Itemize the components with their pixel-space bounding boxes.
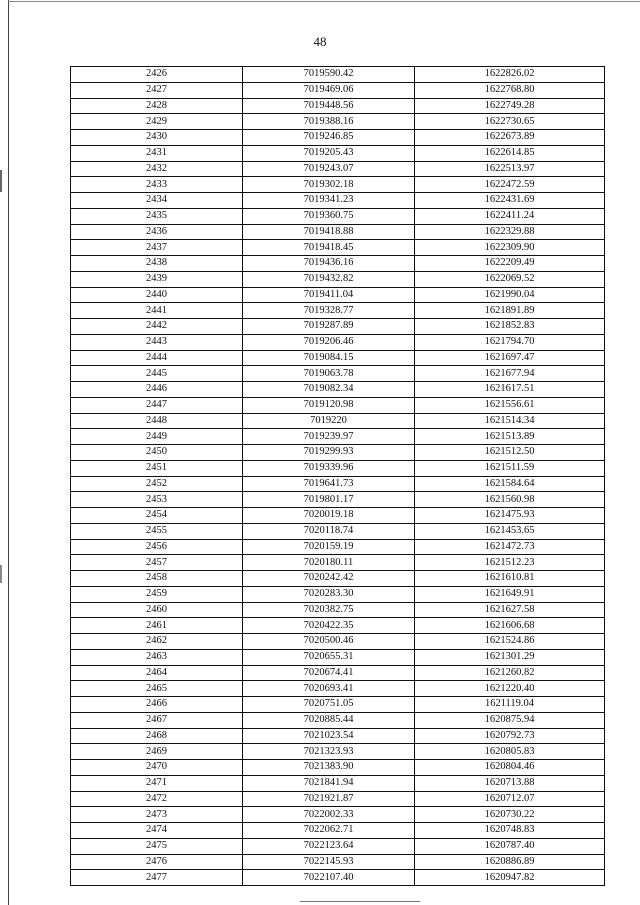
point-number-cell: 2470 [71,760,243,776]
y-coordinate-cell: 1622411.24 [415,208,605,224]
x-coordinate-cell: 7019448.56 [243,98,415,114]
y-coordinate-cell: 1620947.82 [415,870,605,886]
y-coordinate-cell: 1620748.83 [415,823,605,839]
table-row [71,350,605,366]
point-number-cell: 2447 [71,397,243,413]
point-number-cell: 2466 [71,697,243,713]
x-coordinate-cell: 7022062.71 [243,823,415,839]
point-number-cell: 2455 [71,523,243,539]
table-row [71,697,605,713]
point-number-cell: 2472 [71,791,243,807]
y-coordinate-cell: 1622069.52 [415,271,605,287]
table-row [71,791,605,807]
y-coordinate-cell: 1622209.49 [415,256,605,272]
y-coordinate-cell: 1620792.73 [415,728,605,744]
y-coordinate-cell: 1622329.88 [415,224,605,240]
y-coordinate-cell: 1621610.81 [415,571,605,587]
point-number-cell: 2432 [71,161,243,177]
table-row [71,429,605,445]
table-row [71,854,605,870]
y-coordinate-cell: 1621794.70 [415,334,605,350]
point-number-cell: 2453 [71,492,243,508]
y-coordinate-cell: 1622472.59 [415,177,605,193]
table-row [71,555,605,571]
y-coordinate-cell: 1621475.93 [415,508,605,524]
y-coordinate-cell: 1621606.68 [415,618,605,634]
x-coordinate-cell: 7019341.23 [243,193,415,209]
y-coordinate-cell: 1621697.47 [415,350,605,366]
table-row [71,193,605,209]
y-coordinate-cell: 1621852.83 [415,319,605,335]
x-coordinate-cell: 7020118.74 [243,523,415,539]
scan-left-edge [8,0,9,905]
y-coordinate-cell: 1622730.65 [415,114,605,130]
point-number-cell: 2469 [71,744,243,760]
y-coordinate-cell: 1622614.85 [415,145,605,161]
x-coordinate-cell: 7019411.04 [243,287,415,303]
x-coordinate-cell: 7020283.30 [243,586,415,602]
scan-bottom-line [300,901,420,902]
table-row [71,823,605,839]
y-coordinate-cell: 1621891.89 [415,303,605,319]
table-row [71,161,605,177]
y-coordinate-cell: 1620712.07 [415,791,605,807]
x-coordinate-cell: 7019590.42 [243,67,415,83]
point-number-cell: 2451 [71,460,243,476]
y-coordinate-cell: 1621556.61 [415,397,605,413]
point-number-cell: 2454 [71,508,243,524]
coordinates-table-body [71,67,605,886]
table-row [71,334,605,350]
table-row [71,476,605,492]
table-row [71,870,605,886]
y-coordinate-cell: 1621512.50 [415,445,605,461]
table-row [71,807,605,823]
point-number-cell: 2465 [71,681,243,697]
table-row [71,838,605,854]
point-number-cell: 2442 [71,319,243,335]
point-number-cell: 2449 [71,429,243,445]
x-coordinate-cell: 7019339.96 [243,460,415,476]
y-coordinate-cell: 1621119.04 [415,697,605,713]
x-coordinate-cell: 7019205.43 [243,145,415,161]
table-row [71,602,605,618]
point-number-cell: 2444 [71,350,243,366]
y-coordinate-cell: 1621220.40 [415,681,605,697]
x-coordinate-cell: 7020159.19 [243,539,415,555]
point-number-cell: 2448 [71,413,243,429]
scan-top-edge [8,1,640,2]
table-row [71,208,605,224]
table-row [71,98,605,114]
x-coordinate-cell: 7019328.77 [243,303,415,319]
page-number: 48 [313,34,327,49]
y-coordinate-cell: 1621472.73 [415,539,605,555]
x-coordinate-cell: 7020655.31 [243,649,415,665]
x-coordinate-cell: 7019299.93 [243,445,415,461]
y-coordinate-cell: 1620875.94 [415,712,605,728]
y-coordinate-cell: 1621260.82 [415,665,605,681]
y-coordinate-cell: 1620787.40 [415,838,605,854]
point-number-cell: 2467 [71,712,243,728]
x-coordinate-cell: 7019063.78 [243,366,415,382]
table-row [71,67,605,83]
point-number-cell: 2431 [71,145,243,161]
point-number-cell: 2475 [71,838,243,854]
x-coordinate-cell: 7020382.75 [243,602,415,618]
point-number-cell: 2427 [71,82,243,98]
y-coordinate-cell: 1621617.51 [415,382,605,398]
y-coordinate-cell: 1621990.04 [415,287,605,303]
table-row [71,775,605,791]
x-coordinate-cell: 7019239.97 [243,429,415,445]
x-coordinate-cell: 7019287.89 [243,319,415,335]
y-coordinate-cell: 1621677.94 [415,366,605,382]
table-row [71,240,605,256]
point-number-cell: 2433 [71,177,243,193]
table-row [71,571,605,587]
table-row [71,744,605,760]
point-number-cell: 2471 [71,775,243,791]
point-number-cell: 2443 [71,334,243,350]
x-coordinate-cell: 7019302.18 [243,177,415,193]
point-number-cell: 2468 [71,728,243,744]
y-coordinate-cell: 1621514.34 [415,413,605,429]
point-number-cell: 2464 [71,665,243,681]
table-row [71,649,605,665]
table-row [71,145,605,161]
point-number-cell: 2441 [71,303,243,319]
scan-artifact-mark [0,170,2,192]
point-number-cell: 2452 [71,476,243,492]
x-coordinate-cell: 7020019.18 [243,508,415,524]
x-coordinate-cell: 7021323.93 [243,744,415,760]
x-coordinate-cell: 7019243.07 [243,161,415,177]
point-number-cell: 2450 [71,445,243,461]
y-coordinate-cell: 1620713.88 [415,775,605,791]
y-coordinate-cell: 1620730.22 [415,807,605,823]
point-number-cell: 2460 [71,602,243,618]
table-row [71,665,605,681]
table-row [71,271,605,287]
x-coordinate-cell: 7019418.88 [243,224,415,240]
y-coordinate-cell: 1621584.64 [415,476,605,492]
point-number-cell: 2476 [71,854,243,870]
point-number-cell: 2461 [71,618,243,634]
table-row [71,319,605,335]
x-coordinate-cell: 7022123.64 [243,838,415,854]
point-number-cell: 2426 [71,67,243,83]
table-row [71,114,605,130]
point-number-cell: 2436 [71,224,243,240]
point-number-cell: 2456 [71,539,243,555]
x-coordinate-cell: 7020885.44 [243,712,415,728]
point-number-cell: 2457 [71,555,243,571]
point-number-cell: 2458 [71,571,243,587]
x-coordinate-cell: 7020693.41 [243,681,415,697]
y-coordinate-cell: 1621649.91 [415,586,605,602]
table-row [71,445,605,461]
x-coordinate-cell: 7022002.33 [243,807,415,823]
y-coordinate-cell: 1622309.90 [415,240,605,256]
y-coordinate-cell: 1622826.02 [415,67,605,83]
point-number-cell: 2462 [71,634,243,650]
x-coordinate-cell: 7021921.87 [243,791,415,807]
x-coordinate-cell: 7020180.11 [243,555,415,571]
x-coordinate-cell: 7021023.54 [243,728,415,744]
point-number-cell: 2438 [71,256,243,272]
y-coordinate-cell: 1621512.23 [415,555,605,571]
table-row [71,82,605,98]
point-number-cell: 2430 [71,130,243,146]
x-coordinate-cell: 7020500.46 [243,634,415,650]
y-coordinate-cell: 1622431.69 [415,193,605,209]
x-coordinate-cell: 7019432.82 [243,271,415,287]
table-row [71,303,605,319]
y-coordinate-cell: 1621524.86 [415,634,605,650]
x-coordinate-cell: 7019801.17 [243,492,415,508]
x-coordinate-cell: 7019418.45 [243,240,415,256]
table-row [71,618,605,634]
y-coordinate-cell: 1620804.46 [415,760,605,776]
table-row [71,130,605,146]
x-coordinate-cell: 7019082.34 [243,382,415,398]
table-row [71,586,605,602]
table-row [71,760,605,776]
x-coordinate-cell: 7022145.93 [243,854,415,870]
point-number-cell: 2463 [71,649,243,665]
x-coordinate-cell: 7019246.85 [243,130,415,146]
y-coordinate-cell: 1622513.97 [415,161,605,177]
point-number-cell: 2437 [71,240,243,256]
table-row [71,539,605,555]
y-coordinate-cell: 1621301.29 [415,649,605,665]
x-coordinate-cell: 7019206.46 [243,334,415,350]
point-number-cell: 2440 [71,287,243,303]
point-number-cell: 2428 [71,98,243,114]
point-number-cell: 2473 [71,807,243,823]
y-coordinate-cell: 1622768.80 [415,82,605,98]
table-row [71,492,605,508]
table-row [71,366,605,382]
y-coordinate-cell: 1621627.58 [415,602,605,618]
point-number-cell: 2439 [71,271,243,287]
x-coordinate-cell: 7019388.16 [243,114,415,130]
coordinates-table [70,66,605,886]
x-coordinate-cell: 7020751.05 [243,697,415,713]
x-coordinate-cell: 7022107.40 [243,870,415,886]
x-coordinate-cell: 7020674.41 [243,665,415,681]
y-coordinate-cell: 1620886.89 [415,854,605,870]
table-row [71,460,605,476]
table-row [71,523,605,539]
x-coordinate-cell: 7019120.98 [243,397,415,413]
y-coordinate-cell: 1621513.89 [415,429,605,445]
table-row [71,508,605,524]
table-row [71,256,605,272]
point-number-cell: 2459 [71,586,243,602]
table-row [71,382,605,398]
table-row [71,287,605,303]
y-coordinate-cell: 1622673.89 [415,130,605,146]
point-number-cell: 2429 [71,114,243,130]
table-row [71,177,605,193]
table-row [71,728,605,744]
table-row [71,712,605,728]
point-number-cell: 2446 [71,382,243,398]
x-coordinate-cell: 7020422.35 [243,618,415,634]
scan-artifact-mark [0,565,2,583]
x-coordinate-cell: 7019436.16 [243,256,415,272]
x-coordinate-cell: 7019084.15 [243,350,415,366]
point-number-cell: 2477 [71,870,243,886]
table-row [71,413,605,429]
y-coordinate-cell: 1621511.59 [415,460,605,476]
x-coordinate-cell: 7020242.42 [243,571,415,587]
point-number-cell: 2445 [71,366,243,382]
y-coordinate-cell: 1621560.98 [415,492,605,508]
y-coordinate-cell: 1621453.65 [415,523,605,539]
table-row [71,224,605,240]
y-coordinate-cell: 1620805.83 [415,744,605,760]
y-coordinate-cell: 1622749.28 [415,98,605,114]
x-coordinate-cell: 7019220 [243,413,415,429]
table-row [71,681,605,697]
table-row [71,634,605,650]
point-number-cell: 2435 [71,208,243,224]
x-coordinate-cell: 7019641.73 [243,476,415,492]
x-coordinate-cell: 7019360.75 [243,208,415,224]
table-row [71,397,605,413]
x-coordinate-cell: 7019469.06 [243,82,415,98]
point-number-cell: 2474 [71,823,243,839]
x-coordinate-cell: 7021383.90 [243,760,415,776]
point-number-cell: 2434 [71,193,243,209]
x-coordinate-cell: 7021841.94 [243,775,415,791]
